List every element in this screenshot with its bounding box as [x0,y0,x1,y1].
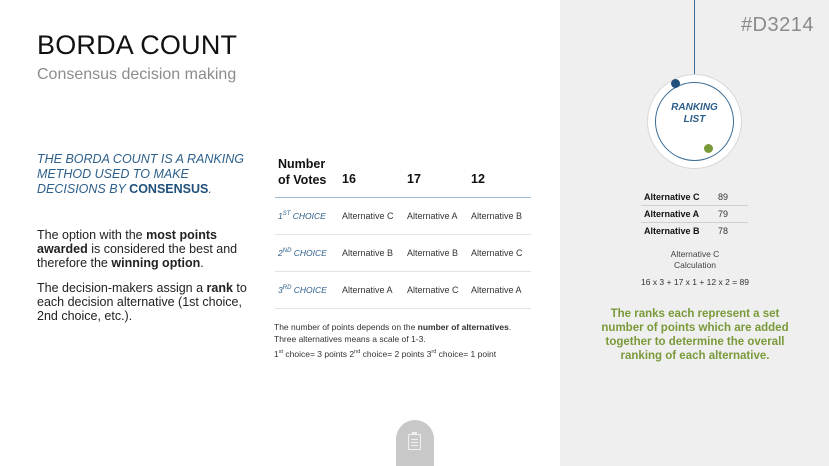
paragraph-assign-rank [37,281,252,323]
table-row [275,272,531,309]
intro-statement [37,152,247,197]
intro-end: . [208,182,212,196]
header-label-line1: Number [278,157,326,171]
choice-label: 2ND CHOICE [278,248,327,258]
table-cell: Alternative A [471,285,522,295]
summary-text: The ranks each represent a set number of points which are added together to determine the overall ranking of each alternative. [601,308,789,362]
table-cell: Alternative B [471,211,523,221]
calculation-label [620,249,770,271]
intro-bold-word: CONSENSUS [129,182,209,196]
page-title: BORDA COUNT [37,30,238,60]
ranking-row [641,189,748,206]
p1-text-e: . [200,256,204,270]
p1-bold-winning-option: winning option [111,256,201,270]
table-cell: Alternative A [342,285,393,295]
ranking-list-label [660,102,729,126]
ranking-points: 89 [718,192,729,202]
note-text-a: The number of points depends on the [274,322,416,332]
p1-text-c: is considered the best and therefore the [37,242,238,270]
votes-col-3: 12 [471,172,485,186]
choice-label: 1ST CHOICE [278,211,326,221]
votes-col-1: 16 [342,172,356,186]
ranking-row [641,223,748,240]
clipboard-icon [408,434,421,450]
note-text-c: . Three alternatives means a scale of 1-3. [274,322,512,344]
table-cell: Alternative C [342,211,394,221]
slide-code: #D3214 [740,14,814,36]
table-header [275,154,531,198]
header-label-line2: of Votes [278,173,327,187]
footer-tab[interactable] [396,420,434,466]
table-cell: Alternative C [471,248,523,258]
connector-line [694,0,695,75]
ranking-label-line1: RANKING [671,102,718,113]
p2-text-c: to each decision alternative (1st choice, 2nd choice, etc.). [37,281,247,323]
table-cell: Alternative C [407,285,459,295]
calc-line2: Calculation [673,260,717,270]
calc-line1: Alternative C [670,249,720,259]
table-cell: Alternative A [407,211,458,221]
calculation-formula: 16 x 3 + 17 x 1 + 12 x 2 = 89 [641,277,749,287]
intro-text: THE BORDA COUNT IS A RANKING METHOD USED TO MAKE DECISIONS BY [37,152,244,196]
p2-bold-rank: rank [206,281,233,295]
table-header-label [278,156,326,188]
table-row [275,198,531,235]
votes-table [275,154,531,309]
points-scale: 1st choice= 3 points 2nd choice= 2 points 3rd choice= 1 point [274,349,497,359]
ranking-alternative: Alternative A [644,209,700,219]
choice-label: 3RD CHOICE [278,285,327,295]
p1-bold-most-points: most points awarded [37,228,217,256]
p2-text-a: The decision-makers assign a [37,281,204,295]
ranking-row [641,206,748,223]
ranking-label-line2: LIST [683,114,706,125]
page-subtitle: Consensus decision making [37,66,237,83]
ranking-points: 78 [718,226,729,236]
table-cell: Alternative B [342,248,394,258]
ranking-alternative: Alternative C [644,192,700,202]
green-dot-icon [704,144,713,153]
note-bold: number of alternatives [417,322,509,332]
table-cell: Alternative B [407,248,459,258]
blue-dot-icon [671,79,680,88]
table-row [275,235,531,272]
paragraph-winning-option [37,228,252,270]
votes-col-2: 17 [407,172,421,186]
ranking-points: 79 [718,209,729,219]
points-note [274,321,534,345]
p1-text-a: The option with the [37,228,143,242]
ranking-alternative: Alternative B [644,226,700,236]
